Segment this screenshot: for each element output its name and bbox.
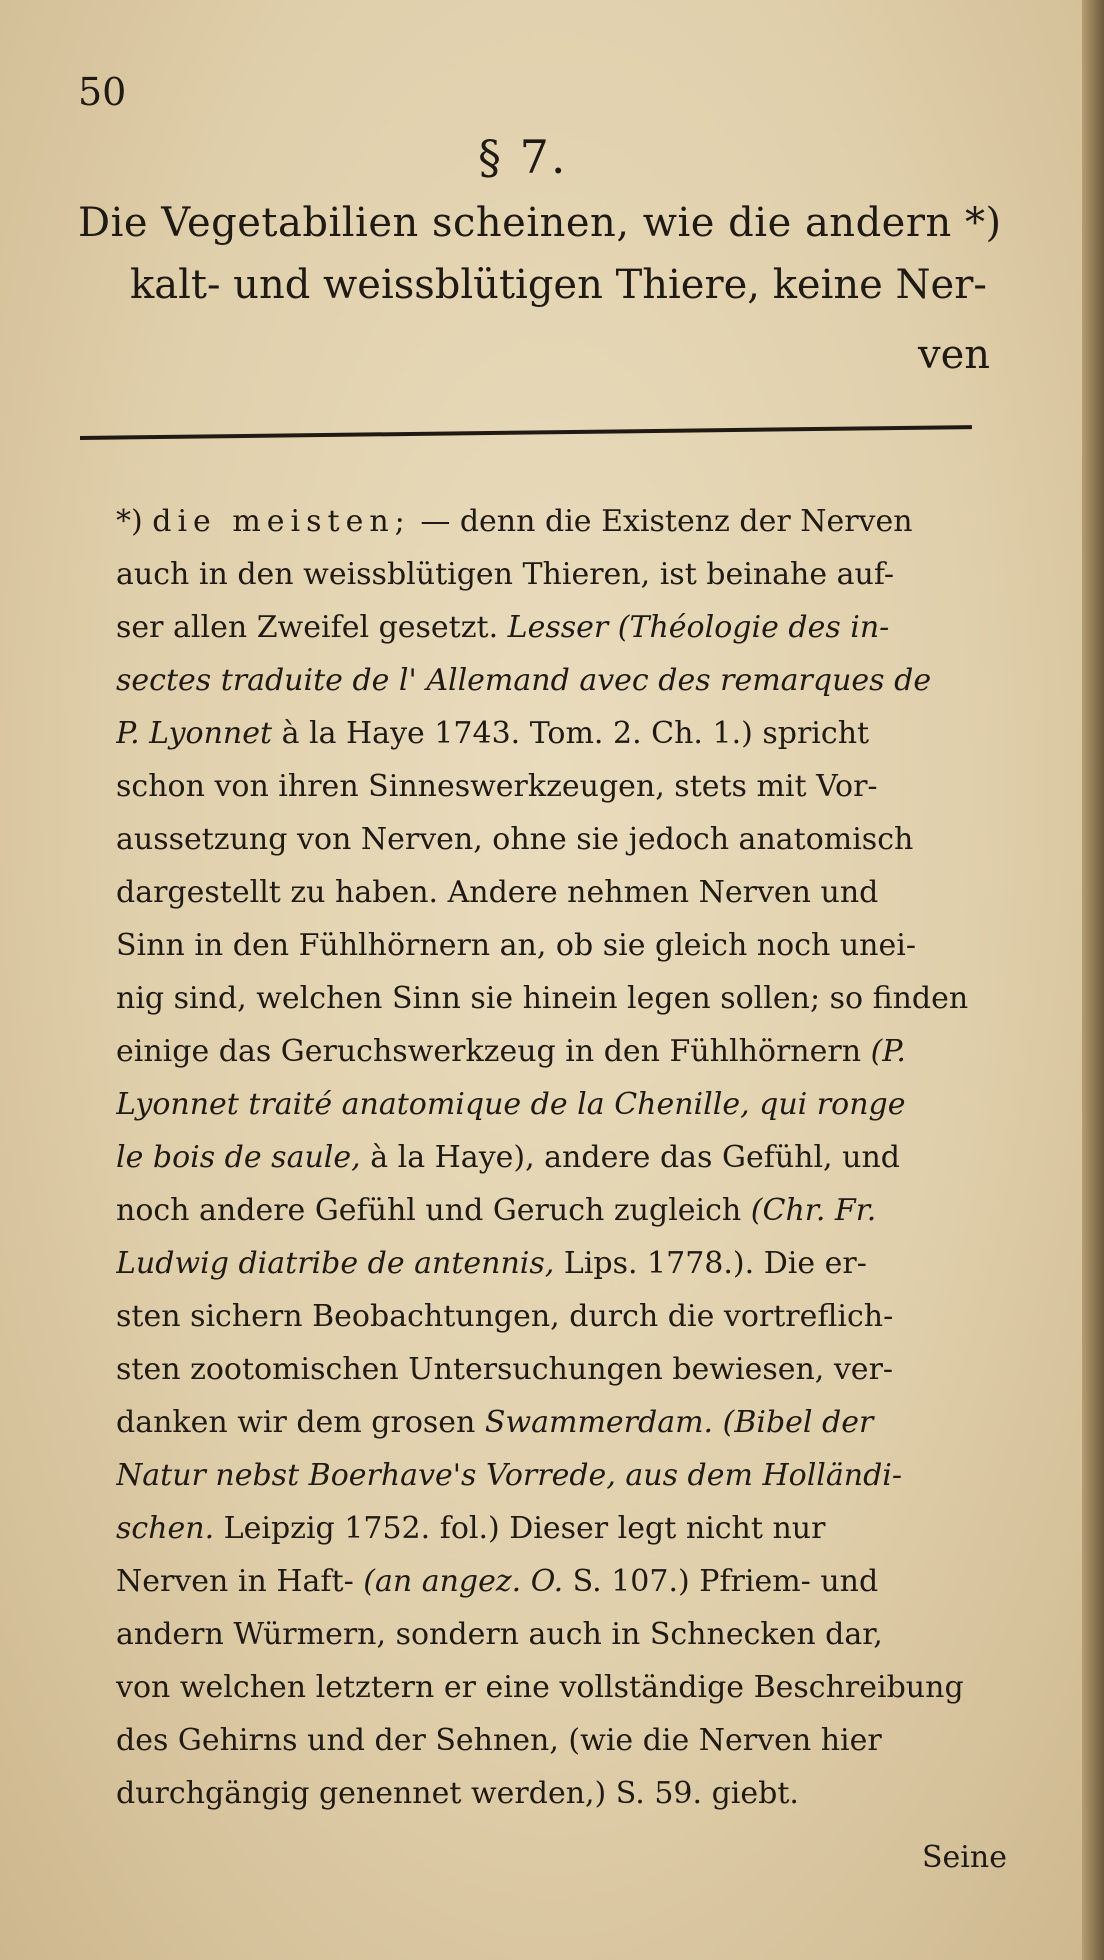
footnote-citation: (P. [870, 1034, 906, 1069]
section-number: § 7. [478, 130, 568, 184]
footnote-line [116, 871, 986, 924]
footnote-citation: Lyonnet traité anatomique de la Chenille, qui ronge [116, 1087, 906, 1122]
footnote-line [116, 1295, 986, 1348]
footnote-line [116, 553, 986, 606]
footnote-text: auch in den weissblütigen Thieren, ist beinahe auf- [116, 557, 895, 592]
footnote-text: einige das Geruchswerkzeug in den Fühlhörnern [116, 1034, 871, 1069]
footnote-line [116, 1613, 986, 1666]
footnote-marker: *) [116, 504, 153, 539]
footnote-divider [80, 425, 972, 440]
footnote-text: Nerven in Haft- [116, 1564, 364, 1599]
footnote-text: danken wir dem grosen [116, 1405, 485, 1440]
section-heading-line-1: Die Vegetabilien scheinen, wie die andern *) [78, 200, 1002, 246]
footnote-line [116, 1772, 986, 1825]
footnote-text: ser allen Zweifel gesetzt. [116, 610, 508, 645]
footnote-text: dargestellt zu haben. Andere nehmen Nerven und [116, 875, 879, 910]
footnote-text: sten zootomischen Untersuchungen bewiesen, ver- [116, 1352, 894, 1387]
footnote-text: des Gehirns und der Sehnen, (wie die Nerven hier [116, 1723, 882, 1758]
footnote-line [116, 1454, 986, 1507]
footnote-line [116, 1560, 986, 1613]
footnote-text: sten sichern Beobachtungen, durch die vortreflich- [116, 1299, 894, 1334]
footnote-line [116, 606, 986, 659]
footnote-line [116, 659, 986, 712]
footnote-line [116, 1189, 986, 1242]
footnote-text: Sinn in den Fühlhörnern an, ob sie gleich noch unei- [116, 928, 916, 963]
footnote-line [116, 712, 986, 765]
footnote-line [116, 1030, 986, 1083]
footnote-line [116, 1666, 986, 1719]
footnote [116, 500, 986, 1825]
footnote-citation: Lesser (Théologie des in- [507, 610, 890, 645]
footnote-text: aussetzung von Nerven, ohne sie jedoch anatomisch [116, 822, 914, 857]
catchword: Seine [922, 1840, 1007, 1875]
footnote-citation: P. Lyonnet [116, 716, 273, 751]
footnote-text: schon von ihren Sinneswerkzeugen, stets mit Vor- [116, 769, 878, 804]
footnote-line [116, 1719, 986, 1772]
footnote-citation: sectes traduite de l' Allemand avec des remarques de [116, 663, 932, 698]
section-heading-line-2: kalt- und weissblütigen Thiere, keine Ner- [130, 262, 987, 308]
footnote-line [116, 765, 986, 818]
footnote-citation: Swammerdam. (Bibel der [484, 1405, 874, 1440]
footnote-line [116, 1083, 986, 1136]
section-heading-line-3: ven [918, 332, 991, 378]
footnote-text: durchgängig genennet werden,) S. 59. giebt. [116, 1776, 799, 1811]
footnote-citation: Natur nebst Boerhave's Vorrede, aus dem Holländi- [116, 1458, 903, 1493]
book-gutter [1082, 0, 1104, 1960]
footnote-text: von welchen letztern er eine vollständige Beschreibung [116, 1670, 964, 1705]
footnote-citation: schen. [116, 1511, 215, 1546]
footnote-line [116, 500, 986, 553]
footnote-text: S. 107.) Pfriem- und [563, 1564, 879, 1599]
footnote-spaced-text: die meisten; [152, 504, 411, 539]
footnote-line [116, 818, 986, 871]
footnote-line [116, 1507, 986, 1560]
footnote-text: à la Haye), andere das Gefühl, und [360, 1140, 900, 1175]
footnote-citation: Ludwig diatribe de antennis, [116, 1246, 555, 1281]
footnote-line [116, 1242, 986, 1295]
footnote-line [116, 1136, 986, 1189]
footnote-line [116, 1401, 986, 1454]
footnote-citation: (an angez. O. [363, 1564, 564, 1599]
footnote-text: à la Haye 1743. Tom. 2. Ch. 1.) spricht [272, 716, 870, 751]
footnote-line [116, 1348, 986, 1401]
footnote-citation: (Chr. Fr. [750, 1193, 877, 1228]
footnote-text: — denn die Existenz der Nerven [410, 504, 913, 539]
page-number: 50 [78, 70, 127, 114]
footnote-text: Leipzig 1752. fol.) Dieser legt nicht nur [214, 1511, 826, 1546]
footnote-citation: le bois de saule, [116, 1140, 361, 1175]
footnote-text: andern Würmern, sondern auch in Schnecken dar, [116, 1617, 883, 1652]
footnote-line [116, 924, 986, 977]
footnote-text: nig sind, welchen Sinn sie hinein legen sollen; so finden [116, 981, 969, 1016]
footnote-text: Lips. 1778.). Die er- [554, 1246, 867, 1281]
footnote-line [116, 977, 986, 1030]
footnote-text: noch andere Gefühl und Geruch zugleich [116, 1193, 751, 1228]
